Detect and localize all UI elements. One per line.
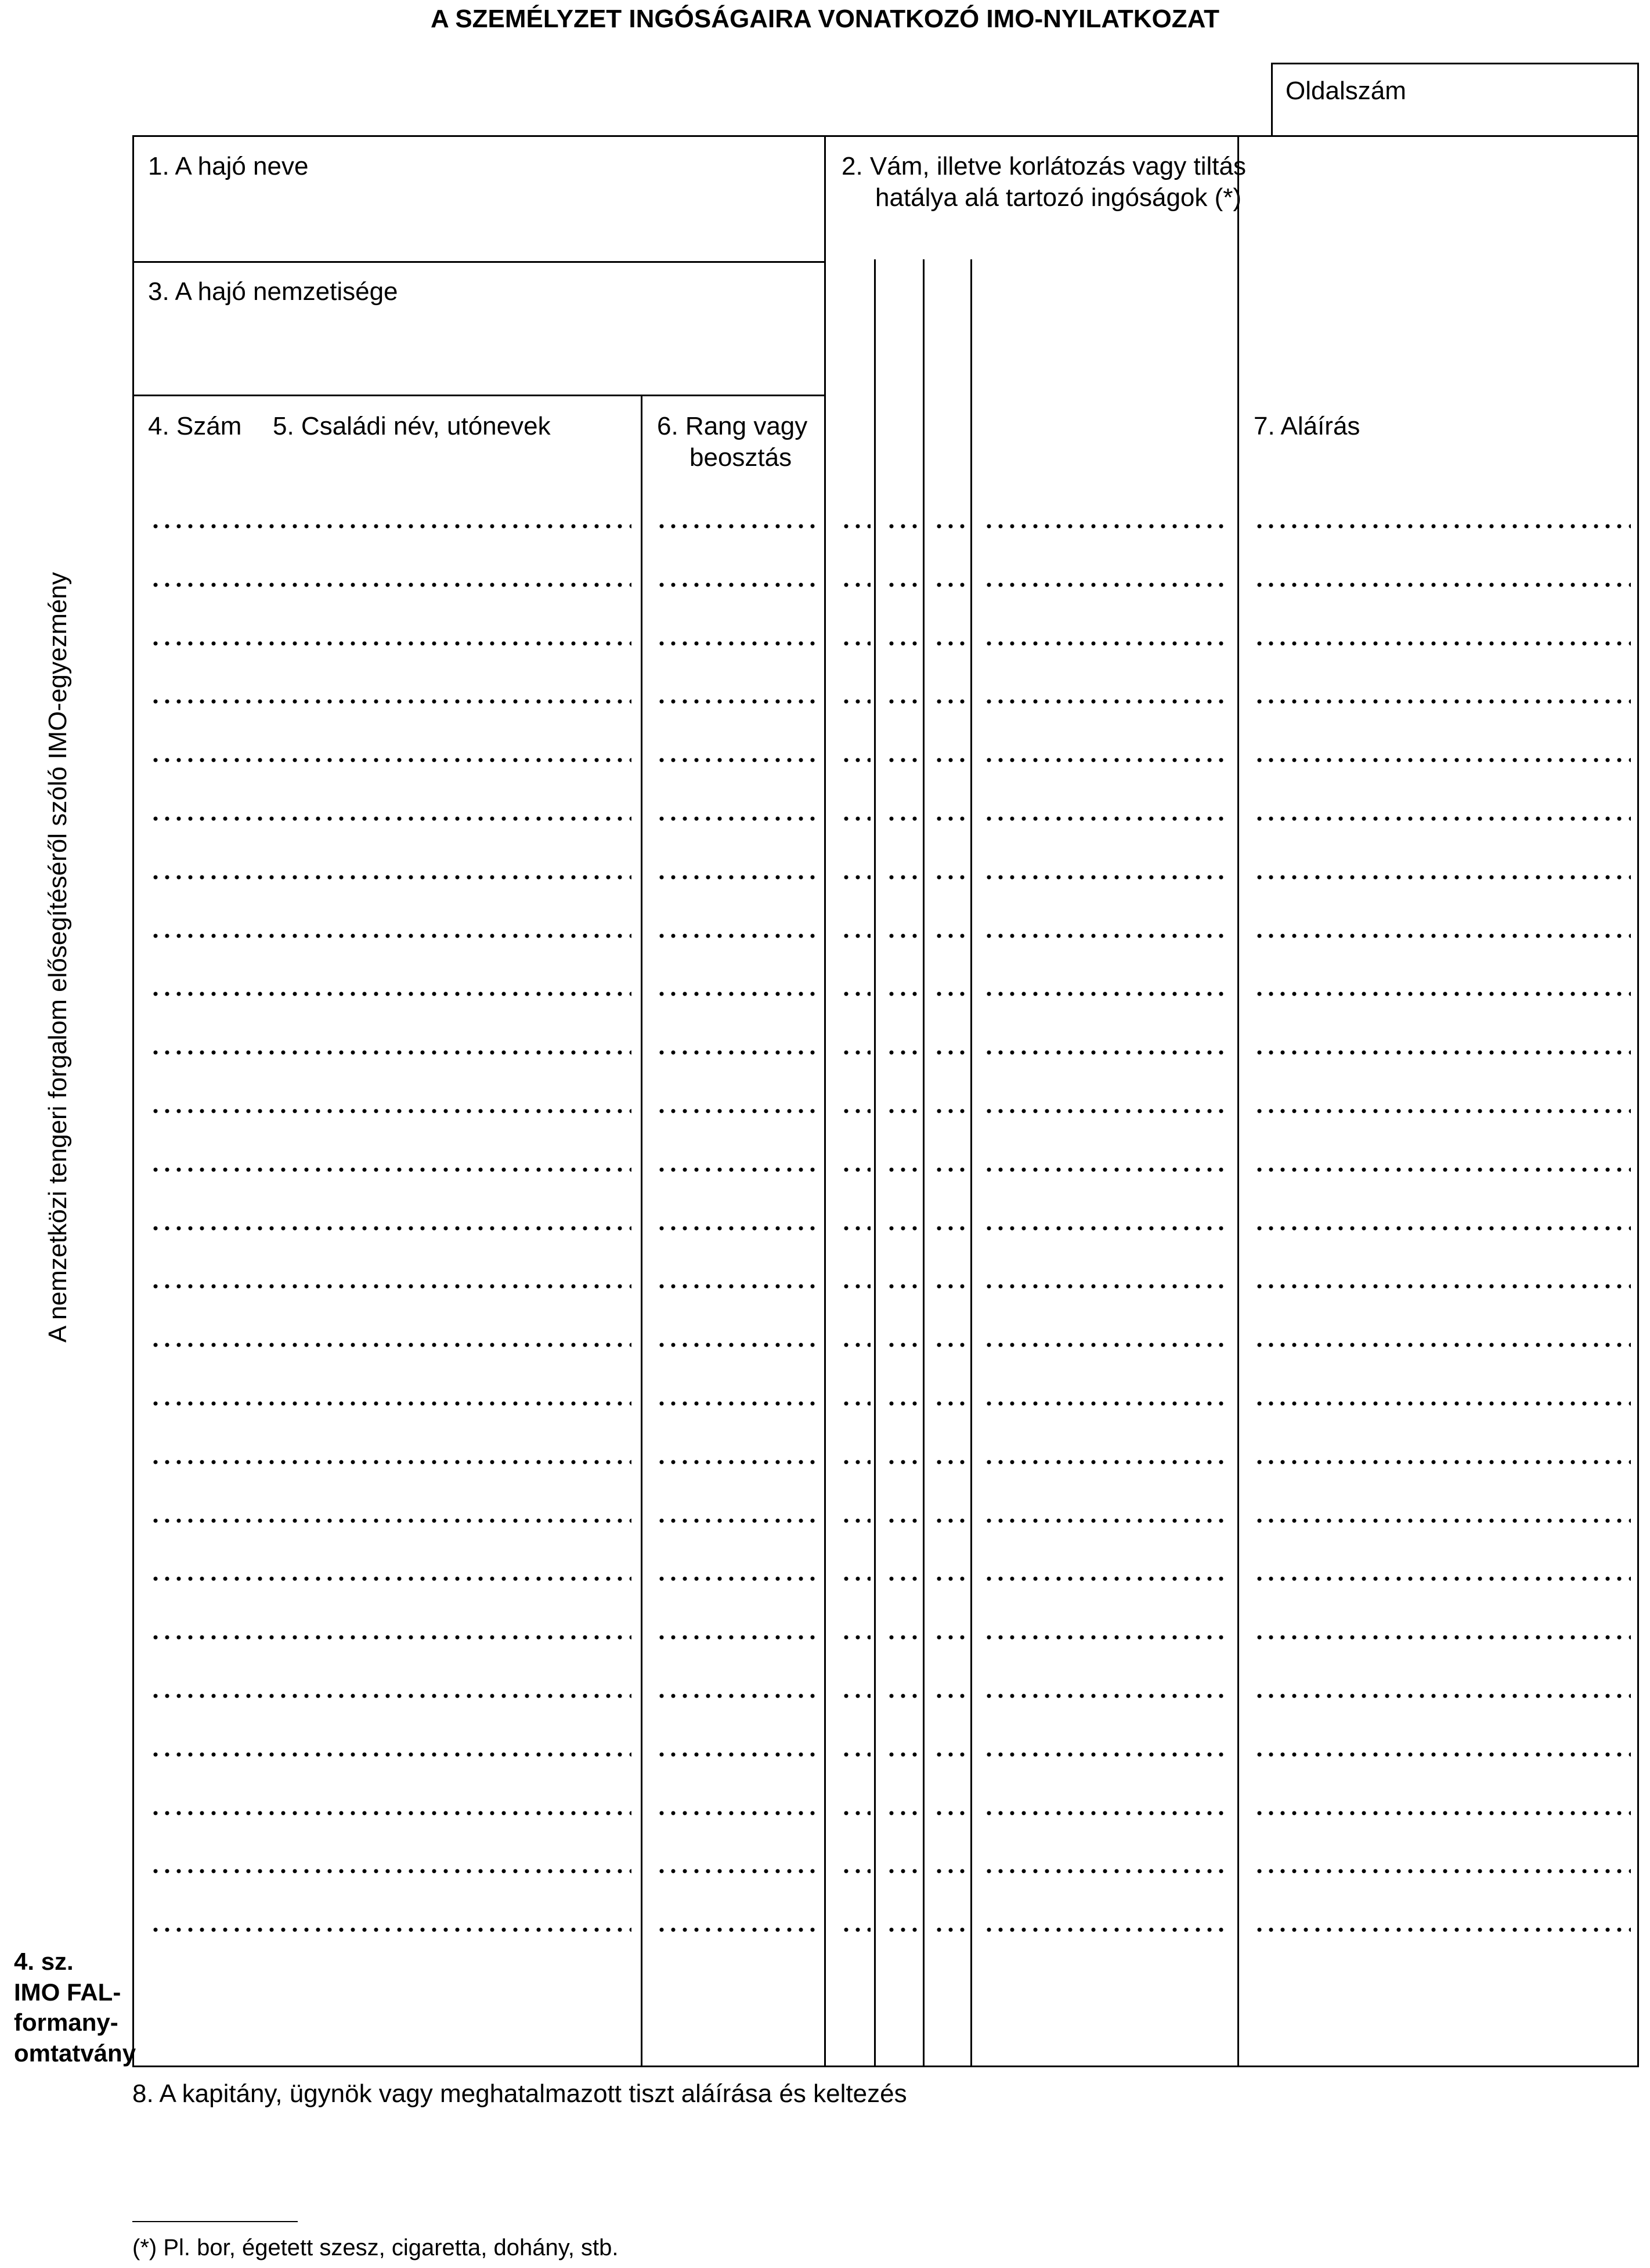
dotted-entry-line xyxy=(886,1634,919,1640)
dotted-entry-line xyxy=(840,1810,871,1816)
dotted-entry-line xyxy=(886,1225,919,1231)
dotted-entry-line xyxy=(840,1050,871,1055)
dotted-entry-line xyxy=(1254,991,1631,997)
dotted-entry-line xyxy=(1254,1342,1631,1348)
dotted-row xyxy=(0,1693,1650,1699)
dotted-entry-line xyxy=(150,1225,631,1231)
dotted-entry-line xyxy=(150,1752,631,1757)
dotted-entry-line xyxy=(983,1576,1229,1582)
dotted-entry-line xyxy=(1254,1050,1631,1055)
dotted-entry-line xyxy=(656,1752,819,1757)
dotted-entry-line xyxy=(1254,1283,1631,1289)
dotted-row xyxy=(0,1868,1650,1874)
dotted-entry-line xyxy=(933,582,967,588)
dotted-row xyxy=(0,1342,1650,1348)
goods-label-line2: hatálya alá tartozó ingóságok (*) xyxy=(875,183,1242,212)
dotted-row xyxy=(0,1810,1650,1816)
dotted-row xyxy=(0,641,1650,646)
dotted-entry-line xyxy=(150,816,631,822)
dotted-row xyxy=(0,816,1650,822)
dotted-entry-line xyxy=(656,1459,819,1465)
dotted-row xyxy=(0,991,1650,997)
ship-name-label: 1. A hajó neve xyxy=(148,152,309,180)
dotted-entry-line xyxy=(840,1167,871,1173)
dotted-entry-line xyxy=(150,1868,631,1874)
dotted-entry-line xyxy=(840,1752,871,1757)
dotted-entry-line xyxy=(656,1810,819,1816)
dotted-entry-line xyxy=(1254,1927,1631,1933)
dotted-entry-line xyxy=(886,1752,919,1757)
dotted-entry-line xyxy=(840,1576,871,1582)
dotted-row xyxy=(0,1459,1650,1465)
dotted-entry-line xyxy=(150,582,631,588)
ship-nationality-label: 3. A hajó nemzetisége xyxy=(148,277,398,306)
dotted-entry-line xyxy=(886,1576,919,1582)
dotted-entry-line xyxy=(150,1693,631,1699)
dotted-row xyxy=(0,1518,1650,1524)
dotted-entry-line xyxy=(983,933,1229,939)
dotted-entry-line xyxy=(886,874,919,880)
name-column-label: 5. Családi név, utónevek xyxy=(273,412,551,440)
dotted-entry-line xyxy=(983,1225,1229,1231)
rank-column-label-line2: beosztás xyxy=(689,443,792,472)
footnote-rule xyxy=(132,2221,298,2222)
dotted-row xyxy=(0,1225,1650,1231)
dotted-entry-line xyxy=(150,641,631,646)
dotted-entry-line xyxy=(1254,1810,1631,1816)
dotted-entry-line xyxy=(656,1518,819,1524)
dotted-entry-line xyxy=(886,1868,919,1874)
dotted-entry-line xyxy=(933,1693,967,1699)
dotted-row xyxy=(0,757,1650,763)
dotted-entry-line xyxy=(933,1459,967,1465)
dotted-entry-line xyxy=(840,757,871,763)
dotted-entry-line xyxy=(1254,1401,1631,1406)
dotted-entry-line xyxy=(933,816,967,822)
dotted-entry-line xyxy=(886,699,919,704)
dotted-entry-line xyxy=(933,991,967,997)
dotted-entry-line xyxy=(983,523,1229,529)
dotted-row xyxy=(0,1167,1650,1173)
dotted-entry-line xyxy=(840,1927,871,1933)
dotted-entry-line xyxy=(886,641,919,646)
dotted-entry-line xyxy=(656,1167,819,1173)
dotted-entry-line xyxy=(840,523,871,529)
dotted-entry-line xyxy=(933,1342,967,1348)
dotted-entry-line xyxy=(1254,1752,1631,1757)
dotted-entry-line xyxy=(840,1518,871,1524)
dotted-entry-line xyxy=(886,1108,919,1114)
dotted-entry-line xyxy=(840,699,871,704)
dotted-entry-line xyxy=(656,1868,819,1874)
dotted-entry-line xyxy=(150,1050,631,1055)
dotted-entry-line xyxy=(656,1225,819,1231)
dotted-entry-line xyxy=(886,757,919,763)
dotted-entry-line xyxy=(656,523,819,529)
dotted-entry-line xyxy=(150,1576,631,1582)
dotted-entry-line xyxy=(1254,1167,1631,1173)
dotted-entry-line xyxy=(840,1401,871,1406)
number-column-label: 4. Szám xyxy=(148,412,242,440)
dotted-entry-line xyxy=(983,991,1229,997)
dotted-entry-line xyxy=(150,874,631,880)
dotted-entry-line xyxy=(656,757,819,763)
dotted-entry-line xyxy=(933,1518,967,1524)
dotted-entry-line xyxy=(656,1634,819,1640)
dotted-row xyxy=(0,1108,1650,1114)
dotted-row xyxy=(0,699,1650,704)
dotted-row xyxy=(0,1752,1650,1757)
page-number-label: Oldalszám xyxy=(1286,77,1406,105)
dotted-entry-line xyxy=(886,1693,919,1699)
form-id-line2: IMO FAL- xyxy=(14,1978,121,2006)
dotted-entry-line xyxy=(1254,1868,1631,1874)
dotted-entry-line xyxy=(933,1283,967,1289)
dotted-entry-line xyxy=(933,1225,967,1231)
dotted-entry-line xyxy=(983,699,1229,704)
dotted-entry-line xyxy=(983,1927,1229,1933)
dotted-entry-line xyxy=(150,991,631,997)
dotted-entry-line xyxy=(933,1401,967,1406)
dotted-entry-line xyxy=(1254,523,1631,529)
dotted-entry-line xyxy=(983,1283,1229,1289)
dotted-entry-line xyxy=(933,1634,967,1640)
dotted-entry-line xyxy=(1254,874,1631,880)
dotted-entry-line xyxy=(933,1050,967,1055)
dotted-entry-line xyxy=(150,1108,631,1114)
dotted-entry-line xyxy=(840,582,871,588)
form-id-line1: 4. sz. xyxy=(14,1948,74,1975)
dotted-entry-line xyxy=(983,641,1229,646)
form-id-line3: formany- xyxy=(14,2009,118,2036)
dotted-entry-line xyxy=(983,1342,1229,1348)
dotted-entry-line xyxy=(933,1752,967,1757)
dotted-entry-line xyxy=(840,1342,871,1348)
dotted-entry-line xyxy=(983,1167,1229,1173)
dotted-entry-line xyxy=(150,699,631,704)
dotted-entry-line xyxy=(150,1810,631,1816)
captain-signature-label: 8. A kapitány, ügynök vagy meghatalmazott tiszt aláírása és keltezés xyxy=(132,2079,907,2108)
dotted-entry-line xyxy=(1254,1518,1631,1524)
dotted-entry-line xyxy=(840,1108,871,1114)
dotted-entry-line xyxy=(656,933,819,939)
convention-side-text: A nemzetközi tengeri forgalom elősegítéséről szóló IMO-egyezmény xyxy=(44,572,72,1343)
dotted-entry-line xyxy=(886,1342,919,1348)
dotted-entry-line xyxy=(983,1401,1229,1406)
dotted-entry-line xyxy=(656,1401,819,1406)
dotted-row xyxy=(0,1576,1650,1582)
signature-column-label: 7. Aláírás xyxy=(1254,412,1360,440)
dotted-entry-line xyxy=(886,1927,919,1933)
dotted-row xyxy=(0,1401,1650,1406)
dotted-entry-line xyxy=(150,1167,631,1173)
dotted-entry-line xyxy=(840,1283,871,1289)
dotted-entry-line xyxy=(886,582,919,588)
rank-column-label-line1: 6. Rang vagy xyxy=(657,412,808,440)
dotted-entry-line xyxy=(840,1459,871,1465)
dotted-entry-line xyxy=(656,1283,819,1289)
dotted-entry-line xyxy=(150,757,631,763)
dotted-entry-line xyxy=(656,641,819,646)
dotted-row xyxy=(0,933,1650,939)
dotted-row xyxy=(0,523,1650,529)
dotted-row xyxy=(0,582,1650,588)
form-identifier xyxy=(14,1947,136,2068)
dotted-entry-line xyxy=(983,1634,1229,1640)
dotted-entry-line xyxy=(656,1342,819,1348)
dotted-row xyxy=(0,1634,1650,1640)
dotted-entry-line xyxy=(1254,1459,1631,1465)
dotted-entry-line xyxy=(840,1634,871,1640)
dotted-entry-line xyxy=(886,1283,919,1289)
dotted-entry-line xyxy=(1254,1108,1631,1114)
dotted-entry-line xyxy=(983,1459,1229,1465)
dotted-entry-line xyxy=(150,1518,631,1524)
goods-label-line1: 2. Vám, illetve korlátozás vagy tiltás xyxy=(842,152,1246,180)
dotted-entry-line xyxy=(983,1518,1229,1524)
dotted-entry-line xyxy=(933,1868,967,1874)
dotted-entry-line xyxy=(656,699,819,704)
dotted-row xyxy=(0,1283,1650,1289)
dotted-entry-line xyxy=(1254,582,1631,588)
footnote: (*) Pl. bor, égetett szesz, cigaretta, dohány, stb. xyxy=(132,2235,619,2260)
form-title: A SZEMÉLYZET INGÓSÁGAIRA VONATKOZÓ IMO-NYILATKOZAT xyxy=(430,5,1220,33)
dotted-entry-line xyxy=(1254,641,1631,646)
dotted-entry-line xyxy=(656,582,819,588)
dotted-entry-line xyxy=(886,1810,919,1816)
dotted-entry-line xyxy=(840,641,871,646)
dotted-entry-line xyxy=(150,1634,631,1640)
dotted-entry-line xyxy=(983,582,1229,588)
dotted-entry-line xyxy=(1254,1225,1631,1231)
dotted-entry-line xyxy=(886,1401,919,1406)
dotted-entry-line xyxy=(150,1342,631,1348)
dotted-row xyxy=(0,1927,1650,1933)
dotted-entry-line xyxy=(983,816,1229,822)
dotted-entry-line xyxy=(983,1752,1229,1757)
dotted-entry-line xyxy=(1254,757,1631,763)
dotted-entry-line xyxy=(933,757,967,763)
dotted-entry-line xyxy=(1254,816,1631,822)
dotted-entry-line xyxy=(983,757,1229,763)
dotted-entry-line xyxy=(656,1576,819,1582)
dotted-entry-line xyxy=(840,933,871,939)
dotted-entry-line xyxy=(886,1167,919,1173)
dotted-entry-line xyxy=(886,523,919,529)
dotted-entry-line xyxy=(983,874,1229,880)
dotted-row xyxy=(0,874,1650,880)
form-id-line4: omtatvány xyxy=(14,2039,136,2067)
dotted-entry-line xyxy=(840,816,871,822)
dotted-entry-line xyxy=(150,1459,631,1465)
dotted-entry-line xyxy=(656,991,819,997)
dotted-entry-line xyxy=(150,933,631,939)
dotted-row xyxy=(0,1050,1650,1055)
dotted-entry-line xyxy=(656,1693,819,1699)
dotted-entry-line xyxy=(840,874,871,880)
dotted-entry-line xyxy=(1254,699,1631,704)
dotted-entry-line xyxy=(150,1401,631,1406)
dotted-entry-line xyxy=(983,1810,1229,1816)
dotted-entry-line xyxy=(933,1108,967,1114)
dotted-entry-line xyxy=(983,1868,1229,1874)
dotted-entry-line xyxy=(150,1927,631,1933)
dotted-entry-line xyxy=(656,816,819,822)
dotted-entry-line xyxy=(983,1108,1229,1114)
dotted-entry-line xyxy=(1254,1634,1631,1640)
dotted-entry-line xyxy=(983,1693,1229,1699)
dotted-entry-line xyxy=(886,933,919,939)
dotted-entry-line xyxy=(933,874,967,880)
dotted-entry-line xyxy=(840,1693,871,1699)
dotted-entry-line xyxy=(1254,1576,1631,1582)
dotted-entry-line xyxy=(656,1927,819,1933)
dotted-entry-line xyxy=(1254,933,1631,939)
dotted-entry-line xyxy=(886,816,919,822)
dotted-entry-line xyxy=(656,1108,819,1114)
dotted-entry-line xyxy=(886,1050,919,1055)
dotted-entry-line xyxy=(150,523,631,529)
dotted-entry-line xyxy=(933,1576,967,1582)
dotted-entry-line xyxy=(933,933,967,939)
dotted-entry-line xyxy=(840,1868,871,1874)
dotted-entry-line xyxy=(656,1050,819,1055)
dotted-entry-line xyxy=(1254,1693,1631,1699)
dotted-entry-line xyxy=(933,641,967,646)
dotted-entry-line xyxy=(886,1518,919,1524)
dotted-entry-line xyxy=(933,1810,967,1816)
dotted-entry-line xyxy=(933,699,967,704)
dotted-entry-line xyxy=(886,1459,919,1465)
dotted-entry-line xyxy=(150,1283,631,1289)
dotted-entry-line xyxy=(656,874,819,880)
dotted-entry-line xyxy=(933,1927,967,1933)
dotted-entry-line xyxy=(933,1167,967,1173)
dotted-entry-line xyxy=(840,991,871,997)
dotted-entry-line xyxy=(886,991,919,997)
dotted-entry-line xyxy=(933,523,967,529)
dotted-entry-line xyxy=(840,1225,871,1231)
dotted-entry-line xyxy=(983,1050,1229,1055)
